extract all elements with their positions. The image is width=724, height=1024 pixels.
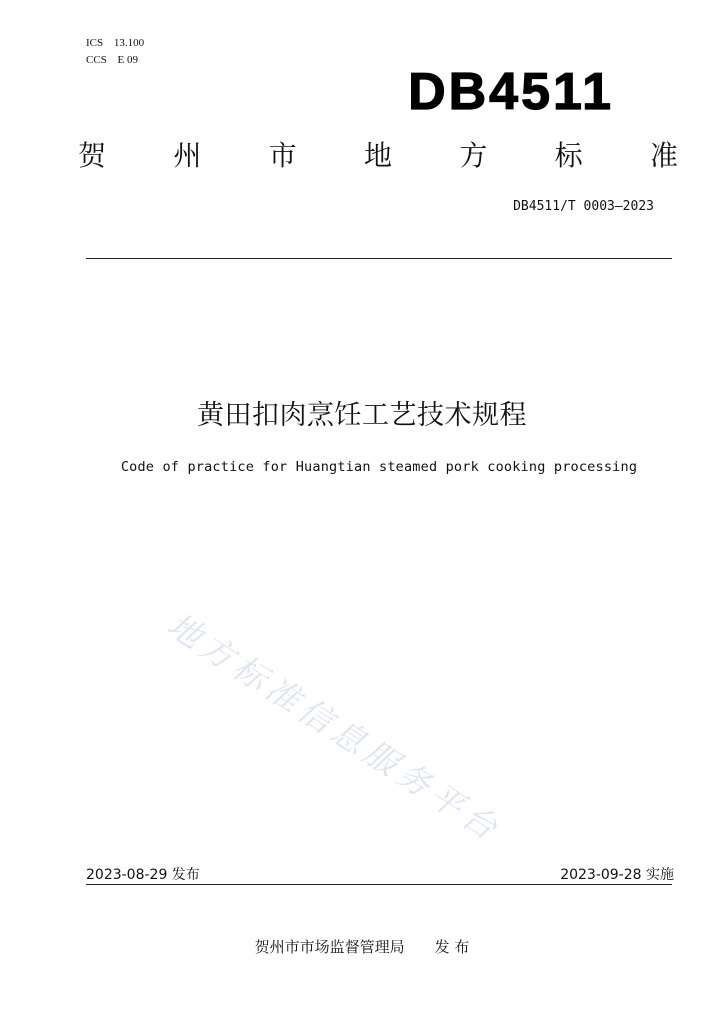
ccs-value: E 09 xyxy=(117,54,139,66)
standard-title-char: 准 xyxy=(649,139,678,172)
standard-title-char: 州 xyxy=(173,139,202,172)
ics-code xyxy=(86,35,144,52)
top-divider xyxy=(86,258,672,259)
publisher-line xyxy=(0,936,724,957)
ics-value: 13.100 xyxy=(113,37,145,49)
publisher-name: 贺州市市场监督管理局 xyxy=(254,938,405,956)
bottom-divider xyxy=(86,884,672,885)
standard-title-char: 市 xyxy=(268,139,297,172)
document-title-en: Code of practice for Huangtian steamed pork cooking processing xyxy=(120,459,638,475)
ics-label: ICS xyxy=(86,37,104,49)
standard-title-char: 方 xyxy=(459,139,488,172)
standard-logo: DB4511 xyxy=(408,63,614,121)
standard-title-char: 地 xyxy=(363,139,392,172)
standard-type-title xyxy=(78,138,678,174)
document-title-cn: 黄田扣肉烹饪工艺技术规程 xyxy=(197,400,527,431)
standard-title-char: 贺 xyxy=(78,139,107,172)
watermark: 地方标准信息服务平台 xyxy=(160,605,509,851)
ccs-code xyxy=(86,52,144,69)
issue-date: 2023-08-29 发布 xyxy=(86,867,200,883)
classification-codes xyxy=(86,35,144,69)
implementation-date: 2023-09-28 实施 xyxy=(560,867,674,883)
publisher-action: 发 布 xyxy=(434,938,470,956)
standard-number: DB4511/T 0003—2023 xyxy=(513,199,654,214)
standard-title-char: 标 xyxy=(554,139,583,172)
ccs-label: CCS xyxy=(86,54,107,66)
